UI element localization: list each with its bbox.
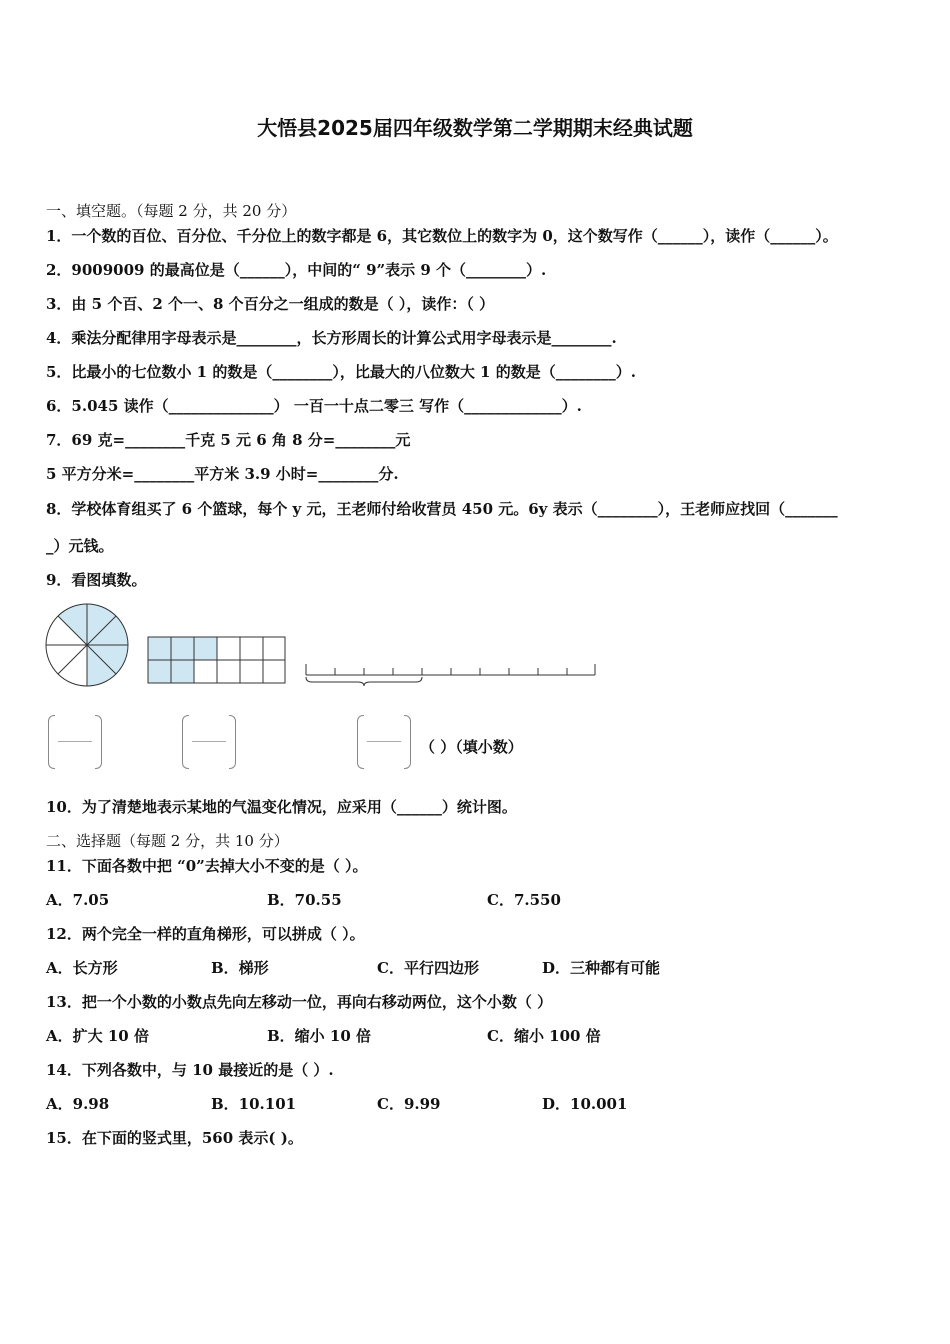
question-9: 9．看图填数。 [46, 571, 147, 589]
question-1: 1．一个数的百位、百分位、千分位上的数字都是 6，其它数位上的数字为 0，这个数写作（______），读作（______）。 [46, 227, 838, 245]
number-line-figure [304, 660, 599, 690]
question-14: 14．下列各数中，与 10 最接近的是（ ）. [46, 1061, 334, 1079]
question-12: 12．两个完全一样的直角梯形，可以拼成（ ）。 [46, 925, 365, 943]
circle-fraction-figure [44, 602, 130, 688]
question-15: 15．在下面的竖式里，560 表示( )。 [46, 1129, 303, 1147]
question-2: 2．9009009 的最高位是（______），中间的“ 9”表示 9 个（________）. [46, 261, 547, 279]
q12-option-c[interactable]: C．平行四边形 [377, 959, 479, 977]
fraction-answer-box-1[interactable] [48, 715, 102, 767]
question-5: 5．比最小的七位数小 1 的数是（________），比最大的八位数大 1 的数是（________）. [46, 363, 636, 381]
q14-option-c[interactable]: C．9.99 [377, 1095, 441, 1113]
q12-option-d[interactable]: D．三种都有可能 [542, 959, 661, 977]
fraction-answer-box-2[interactable] [182, 715, 236, 767]
question-13: 13．把一个小数的小数点先向左移动一位，再向右移动两位，这个小数（ ） [46, 993, 553, 1011]
question-6: 6．5.045 读作（______________） 一百一十点二零三 写作（_____________）. [46, 397, 582, 415]
q11-option-c[interactable]: C．7.550 [487, 891, 561, 909]
grid-fraction-figure [147, 636, 287, 686]
q13-option-a[interactable]: A．扩大 10 倍 [46, 1027, 149, 1045]
decimal-fill-label: （ ）（填小数） [420, 738, 523, 756]
q13-option-c[interactable]: C．缩小 100 倍 [487, 1027, 601, 1045]
q13-option-b[interactable]: B．缩小 10 倍 [267, 1027, 371, 1045]
question-7a: 7．69 克=________千克 5 元 6 角 8 分=________元 [46, 431, 411, 449]
question-8b: _）元钱。 [46, 537, 114, 555]
q12-option-b[interactable]: B．梯形 [211, 959, 269, 977]
q14-option-b[interactable]: B．10.101 [211, 1095, 297, 1113]
question-10: 10．为了清楚地表示某地的气温变化情况，应采用（______）统计图。 [46, 798, 517, 816]
question-3: 3．由 5 个百、2 个一、8 个百分之一组成的数是（ ），读作：（ ） [46, 295, 495, 313]
page-title: 大悟县2025届四年级数学第二学期期末经典试题 [257, 116, 693, 140]
q11-option-a[interactable]: A．7.05 [46, 891, 110, 909]
section-1-heading: 一、填空题。（每题 2 分，共 20 分） [46, 202, 297, 220]
q14-option-d[interactable]: D．10.001 [542, 1095, 628, 1113]
q12-option-a[interactable]: A．长方形 [46, 959, 118, 977]
q11-option-b[interactable]: B．70.55 [267, 891, 342, 909]
question-7b: 5 平方分米=________平方米 3.9 小时=________分. [46, 465, 399, 483]
question-11: 11．下面各数中把 “0”去掉大小不变的是（ ）。 [46, 857, 368, 875]
q14-option-a[interactable]: A．9.98 [46, 1095, 110, 1113]
fraction-answer-box-3[interactable] [357, 715, 411, 767]
question-4: 4．乘法分配律用字母表示是________，长方形周长的计算公式用字母表示是________. [46, 329, 617, 347]
question-8a: 8．学校体育组买了 6 个篮球，每个 y 元，王老师付给收营员 450 元。6y 表示（________），王老师应找回（_______ [46, 500, 838, 518]
section-2-heading: 二、选择题（每题 2 分，共 10 分） [46, 832, 289, 850]
